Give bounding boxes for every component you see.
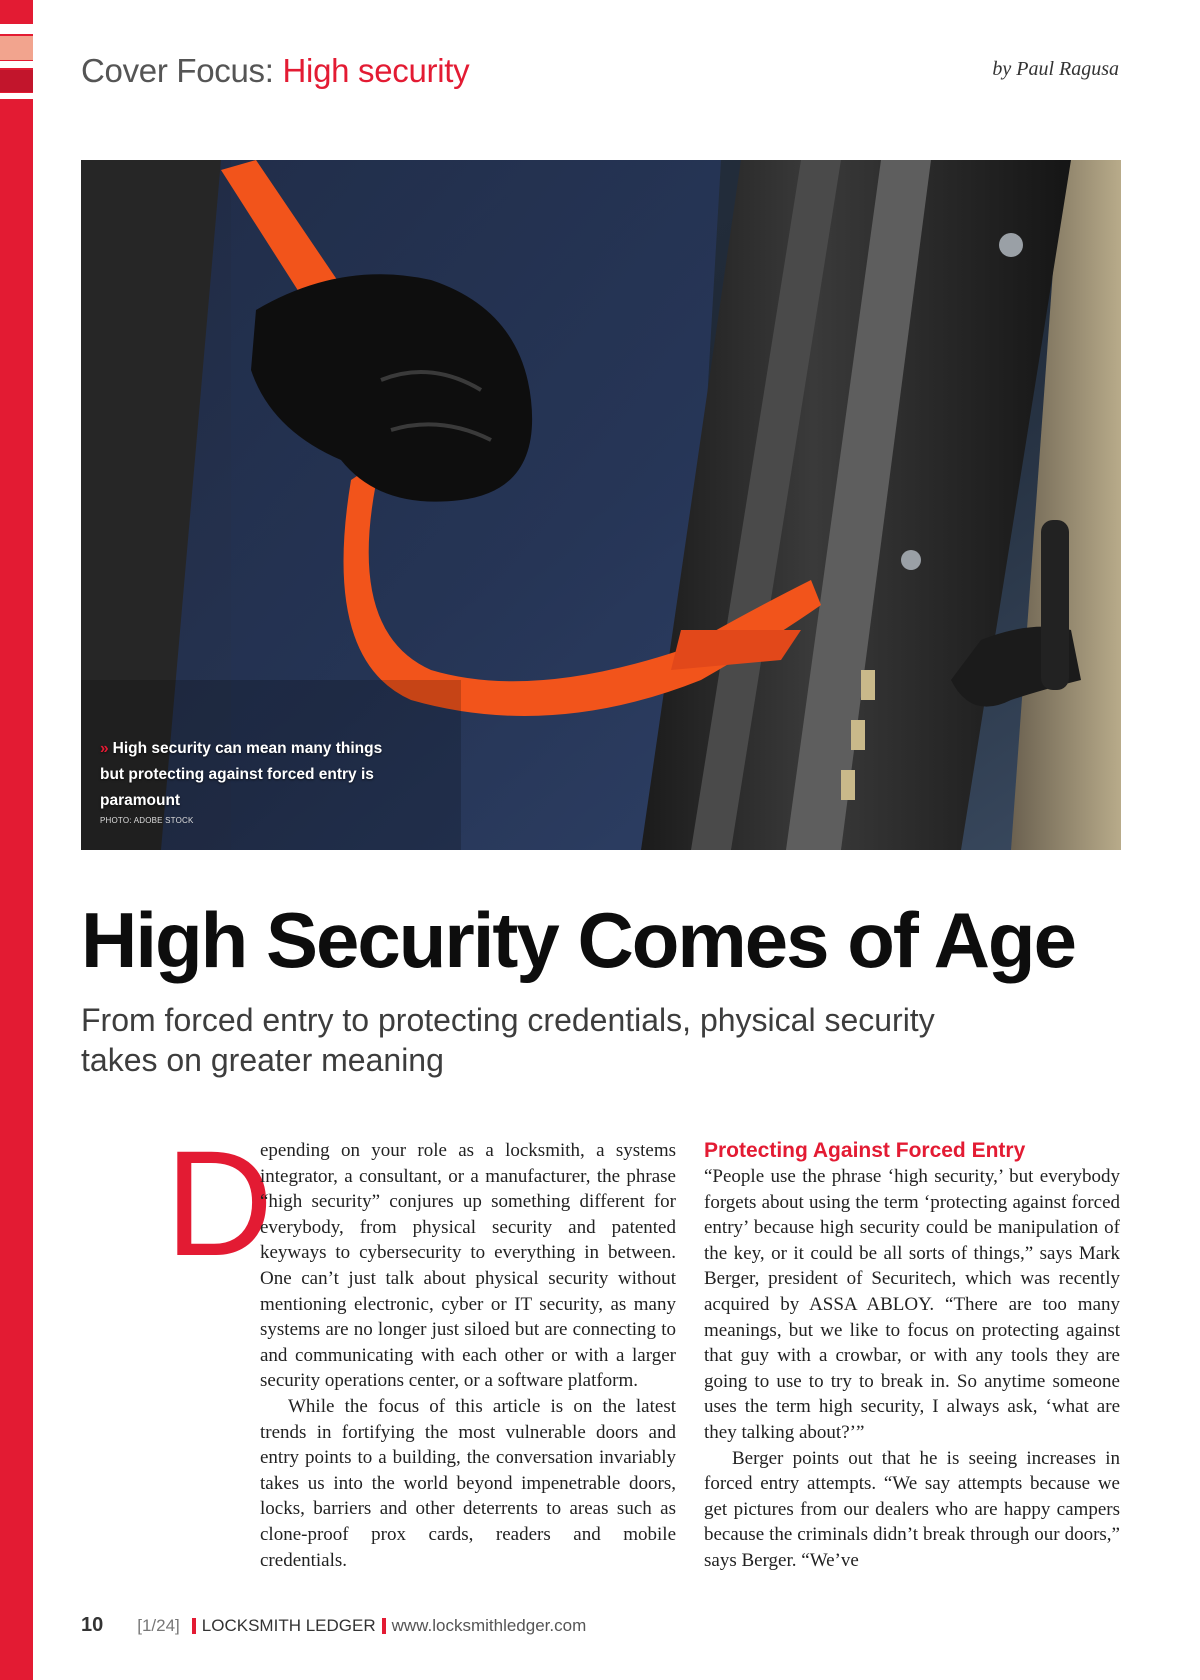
divider — [192, 1618, 196, 1634]
issue-date: [1/24] — [137, 1615, 180, 1635]
side-gap — [0, 24, 33, 34]
side-gap — [0, 61, 33, 68]
publication-name: LOCKSMITH LEDGER — [201, 1615, 376, 1635]
screw-icon — [999, 233, 1023, 257]
drop-cap: D — [165, 1119, 274, 1287]
page-number: 10 — [81, 1614, 104, 1636]
photo-caption — [100, 736, 390, 825]
section-topic: High security — [282, 52, 470, 89]
latch-slot — [841, 770, 855, 800]
paragraph: epending on your role as a locksmith, a systems integrator, a consultant, or a manufacturer, the phrase “high security” conjures up something different for everybody, from physical security and patented keyways to cybersecurity to everything in between. One can’t just talk about physical security without mentioning electronic, cyber or IT security, as many systems are no longer just siloed but are connecting to and communicating with each other or with a larger security operations center, or a software platform. — [260, 1140, 676, 1392]
photo-credit: PHOTO: ADOBE STOCK — [100, 816, 194, 825]
article-column-right — [704, 1138, 1120, 1574]
article-subhead: From forced entry to protecting credentials, physical security takes on greater meaning — [81, 1002, 935, 1078]
section-title: Protecting Against Forced Entry — [704, 1139, 1026, 1162]
latch-slot — [851, 720, 865, 750]
section-prefix: Cover Focus: — [81, 52, 283, 89]
paragraph: “People use the phrase ‘high security,’ but everybody forgets about using the term ‘protecting against forced entry’ because high security could be manipulation of the key, or it could be all sorts of things,” says Mark Berger, president of Securitech, which was recently acquired by ASSA ABLOY. “There are too many meanings, but we like to focus on protecting against that guy with a crowbar, or with any tools they are going to use to try to break in. So anytime someone uses the term high security, I always ask, ‘what are they talking about?’” — [704, 1166, 1120, 1443]
caption-body: High security can mean many things but protecting against forced entry is paramount — [100, 740, 383, 809]
divider — [382, 1618, 386, 1634]
website-link[interactable]: www.locksmithledger.com — [391, 1615, 587, 1635]
paragraph: Berger points out that he is seeing increases in forced entry attempts. “We say attempts because we get pictures from our dealers who are happy campers because the criminals didn’t break through our doors,” says Berger. “We’ve — [704, 1447, 1120, 1571]
byline: by Paul Ragusa — [992, 58, 1119, 80]
side-tab-dark — [0, 70, 33, 92]
handle-lever — [1041, 520, 1069, 690]
section-header — [81, 52, 469, 90]
latch-slot — [861, 670, 875, 700]
side-tab-light — [0, 36, 33, 60]
article-column-left — [260, 1138, 676, 1573]
screw-icon — [901, 550, 921, 570]
chevron-right-icon: » — [100, 740, 109, 757]
article-headline: High Security Comes of Age — [81, 896, 1075, 984]
side-tab-top — [0, 0, 33, 22]
paragraph: While the focus of this article is on the latest trends in fortifying the most vulnerable doors and entry points to a building, the conversation invariably takes us into the world beyond impenetrable doors, locks, barriers and other deterrents to areas such as clone-proof prox cards, readers and mobile credentials. — [260, 1395, 676, 1571]
page-footer — [81, 1614, 586, 1637]
side-gap — [0, 93, 33, 99]
caption-text — [100, 736, 390, 814]
side-accent-bar — [0, 0, 33, 1680]
